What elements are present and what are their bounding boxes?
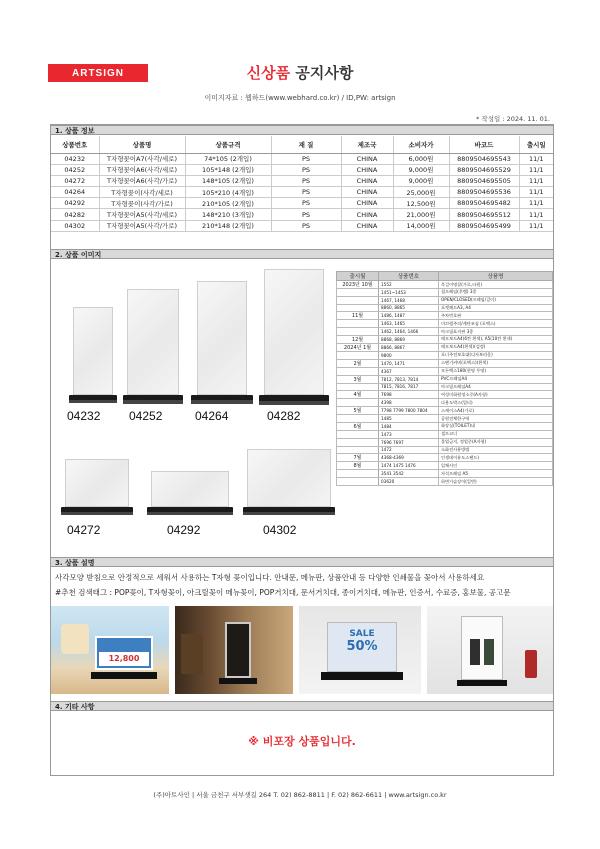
list-item <box>337 462 553 470</box>
release-month <box>337 383 379 391</box>
release-product: 여성미화원정소중(A자형) <box>439 391 553 399</box>
list-item <box>337 478 553 486</box>
release-month <box>337 289 379 297</box>
product-label: 04264 <box>195 409 229 423</box>
spec-cell: 8809504695536 <box>449 187 519 198</box>
release-month: 7월 <box>337 454 379 462</box>
list-item <box>337 328 553 336</box>
release-code: 7815, 7816, 7817 <box>379 383 439 391</box>
release-product: 목걸이명찰(가로,타원) <box>439 281 553 289</box>
release-month <box>337 446 379 454</box>
spec-cell: 11/1 <box>519 153 553 164</box>
release-product: 소화전사용방법 <box>439 446 553 454</box>
spec-cell: CHINA <box>341 153 393 164</box>
release-code: 1472 <box>379 446 439 454</box>
release-code: 4398 <box>379 399 439 407</box>
release-month: 3월 <box>337 375 379 383</box>
list-item <box>337 375 553 383</box>
release-month: 2월 <box>337 359 379 367</box>
release-product: 셀프코너 <box>439 430 553 438</box>
product-description: 사각모양 받침으로 안정적으로 세워서 사용하는 T자형 꽂이입니다. 안내문, 메뉴판, 상품안내 등 다양한 인쇄물을 꽂아서 사용하세요 <box>55 573 485 582</box>
list-item <box>337 438 553 446</box>
spec-header-cell: 재 질 <box>271 136 341 153</box>
release-code: 8860, 8865 <box>379 304 439 312</box>
release-month: 6월 <box>337 422 379 430</box>
release-code: 9800 <box>379 351 439 359</box>
table-row <box>51 153 553 164</box>
usage-photo-2 <box>175 606 293 694</box>
release-month <box>337 304 379 312</box>
release-product: 철프레임(후렘) 3종 <box>439 289 553 297</box>
spec-cell: 148*105 (2개입) <box>185 175 271 186</box>
list-item <box>337 367 553 375</box>
release-header-cell: 출시월 <box>337 272 379 281</box>
product-image-04232 <box>69 307 117 407</box>
sale-percent: 50% <box>346 639 378 654</box>
title-sub: 공지사항 <box>295 64 354 82</box>
release-history-table <box>336 271 553 486</box>
title-main: 신상품 <box>246 64 291 82</box>
release-code: 8866, 8867 <box>379 343 439 351</box>
usage-photo-1 <box>51 606 169 694</box>
spec-cell: 74*105 (2개입) <box>185 153 271 164</box>
footer-contact: (주)아트사인 | 서울 금천구 서부샛길 264 T. 02) 862-8811 | F. 02) 862-6611 | www.artsign.co.kr <box>153 791 447 799</box>
release-product: 물업금지, 정업중(A자형) <box>439 438 553 446</box>
list-item <box>337 430 553 438</box>
spec-cell: 8809504695505 <box>449 175 519 186</box>
release-month <box>337 438 379 446</box>
release-product: 다용도박스(멀티) <box>439 399 553 407</box>
release-code: 1474 1475 1476 <box>379 462 439 470</box>
spec-cell: 8809504695482 <box>449 198 519 209</box>
release-product: 자석프레임 A5 <box>439 470 553 478</box>
product-image-04282 <box>259 269 329 407</box>
release-product: 포켓패드A3, A4 <box>439 304 553 312</box>
product-label: 04252 <box>129 409 163 423</box>
release-code: 1463, 1465 <box>379 320 439 328</box>
spec-cell: CHINA <box>341 209 393 220</box>
spec-cell: CHINA <box>341 164 393 175</box>
spec-cell: 04232 <box>51 153 99 164</box>
table-row <box>51 187 553 198</box>
release-code: 03620 <box>379 478 439 486</box>
spec-cell: 11/1 <box>519 209 553 220</box>
release-product: OPEN/CLOSED(프레임/걸이) <box>439 296 553 304</box>
spec-header-cell: 소비자가 <box>393 136 449 153</box>
section3-title: 3. 상품 설명 <box>51 557 553 567</box>
release-month <box>337 320 379 328</box>
release-month <box>337 367 379 375</box>
release-product: 공원전체한구역 <box>439 415 553 423</box>
table-row <box>51 220 553 231</box>
release-product: 입체사인 <box>439 462 553 470</box>
release-code: 1470, 1471 <box>379 359 439 367</box>
release-code: 1451~1453 <box>379 289 439 297</box>
release-month <box>337 399 379 407</box>
spec-cell: 9,000원 <box>393 175 449 186</box>
release-code: 1467, 1468 <box>379 296 439 304</box>
page-title <box>0 62 600 83</box>
release-month <box>337 478 379 486</box>
spec-header-cell: 상품명 <box>99 136 185 153</box>
spec-cell: 11/1 <box>519 187 553 198</box>
spec-cell: PS <box>271 209 341 220</box>
spec-cell: T자형꽂이A6(사각/세로) <box>99 164 185 175</box>
release-month: 8월 <box>337 462 379 470</box>
release-code: 7798 7799 7800 7804 <box>379 407 439 415</box>
list-item <box>337 335 553 343</box>
spec-cell: 04302 <box>51 220 99 231</box>
product-label: 04232 <box>67 409 101 423</box>
spec-cell: 105*210 (4개입) <box>185 187 271 198</box>
list-item <box>337 281 553 289</box>
release-month: 12월 <box>337 335 379 343</box>
spec-cell: 11/1 <box>519 198 553 209</box>
release-month <box>337 296 379 304</box>
product-image-04264 <box>191 281 253 407</box>
spec-cell: CHINA <box>341 198 393 209</box>
section4-title: 4. 기타 사항 <box>51 701 553 711</box>
release-month <box>337 328 379 336</box>
usage-photo-4 <box>427 606 553 694</box>
write-date: * 작성일 : 2024. 11. 01. <box>476 115 550 123</box>
list-item <box>337 399 553 407</box>
spec-cell: 21,000원 <box>393 209 449 220</box>
release-code: 7696 7697 <box>379 438 439 446</box>
release-month <box>337 351 379 359</box>
spec-cell: 04252 <box>51 164 99 175</box>
spec-header-cell: 상품번호 <box>51 136 99 153</box>
release-code: 1552 <box>379 281 439 289</box>
section2-title: 2. 상품 이미지 <box>51 249 553 259</box>
list-item <box>337 446 553 454</box>
spec-header-cell: 바코드 <box>449 136 519 153</box>
table-row <box>51 175 553 186</box>
spec-cell: 9,000원 <box>393 164 449 175</box>
spec-cell: 04282 <box>51 209 99 220</box>
image-source: 이미지자료 : 웹하드(www.webhard.co.kr) / ID,PW: artsign <box>204 94 396 102</box>
release-product: 화장실(TOILET)네 <box>439 422 553 430</box>
list-item <box>337 359 553 367</box>
spec-cell: CHINA <box>341 220 393 231</box>
spec-cell: 148*210 (3개입) <box>185 209 271 220</box>
list-item <box>337 320 553 328</box>
spec-cell: 11/1 <box>519 164 553 175</box>
release-product: 하변가습장이(일반) <box>439 478 553 486</box>
release-month: 11월 <box>337 312 379 320</box>
spec-cell: PS <box>271 187 341 198</box>
price-card-text: 12,800 <box>99 652 149 666</box>
spec-header-cell: 제조국 <box>341 136 393 153</box>
usage-photo-3 <box>299 606 421 694</box>
table-row <box>51 198 553 209</box>
product-image-04292 <box>147 471 233 517</box>
spec-cell: 12,500원 <box>393 198 449 209</box>
release-code: 4368-4369 <box>379 454 439 462</box>
search-tags: #추천 검색태그 : POP꽂이, T자형꽂이, 아크릴꽂이 메뉴꽂이, POP거치대, 문서거치대, 종이거치대, 메뉴판, 인증서, 수료증, 홍보물, 공고문 <box>55 588 511 597</box>
spec-cell: PS <box>271 175 341 186</box>
spec-cell: T자형꽂이(사각/세로) <box>99 187 185 198</box>
table-row <box>51 209 553 220</box>
product-image-04252 <box>123 289 183 407</box>
table-row <box>51 164 553 175</box>
spec-cell: 105*148 (2개입) <box>185 164 271 175</box>
list-item <box>337 407 553 415</box>
release-product: 미끄럼주의/계단조심 (포맥스) <box>439 320 553 328</box>
release-code: 1485 <box>379 415 439 423</box>
release-code: 7812, 7813, 7814 <box>379 375 439 383</box>
spec-cell: PS <box>271 220 341 231</box>
artsign-logo: ARTSIGN <box>48 64 148 82</box>
spec-cell: 210*148 (2개입) <box>185 220 271 231</box>
spec-cell: CHINA <box>341 175 393 186</box>
release-product: 주차번호판 <box>439 312 553 320</box>
release-month <box>337 430 379 438</box>
release-product: 모든백스180(현명 투명) <box>439 367 553 375</box>
spec-cell: 04292 <box>51 198 99 209</box>
release-month: 5월 <box>337 407 379 415</box>
release-code: 1486, 1487 <box>379 312 439 320</box>
release-header-cell: 상품번호 <box>379 272 439 281</box>
release-header-cell: 상품명 <box>439 272 553 281</box>
list-item <box>337 383 553 391</box>
spec-header-cell: 상품규격 <box>185 136 271 153</box>
release-product: 아크릴프레임A4 <box>439 383 553 391</box>
release-month: 2023년 10월 <box>337 281 379 289</box>
spec-cell: T자형꽂이A5(사각/세로) <box>99 209 185 220</box>
spec-cell: CHINA <box>341 187 393 198</box>
release-product: 메모보드A4(흰색)(검정) <box>439 343 553 351</box>
section1-title: 1. 상품 정보 <box>51 125 553 135</box>
release-product: 메모보드A4(6칸 흰색), A5(10칸 흰색) <box>439 335 553 343</box>
spec-cell: 8809504695499 <box>449 220 519 231</box>
list-item <box>337 312 553 320</box>
release-product: 포너주전보호대(디자보라운) <box>439 351 553 359</box>
release-code: 1473 <box>379 430 439 438</box>
spec-cell: PS <box>271 153 341 164</box>
spec-cell: T자형꽂이A6(사각/가로) <box>99 175 185 186</box>
spec-cell: 04264 <box>51 187 99 198</box>
release-month <box>337 470 379 478</box>
list-item <box>337 304 553 312</box>
release-code: 8868, 8869 <box>379 335 439 343</box>
spec-cell: T자형꽂이A5(사각/가로) <box>99 220 185 231</box>
spec-cell: T자형꽂이(사각/가로) <box>99 198 185 209</box>
release-month <box>337 415 379 423</box>
release-product: PVC프레임A4 <box>439 375 553 383</box>
product-label: 04272 <box>67 523 101 537</box>
list-item <box>337 289 553 297</box>
spec-cell: 25,000원 <box>393 187 449 198</box>
spec-cell: T자형꽂이A7(사각/세로) <box>99 153 185 164</box>
release-product: 인생데이유도스탠드) <box>439 454 553 462</box>
product-image-04272 <box>61 459 133 517</box>
spec-cell: 14,000원 <box>393 220 449 231</box>
list-item <box>337 422 553 430</box>
product-label: 04302 <box>263 523 297 537</box>
sale-text: SALE <box>349 629 375 639</box>
release-code: 3541 3542 <box>379 470 439 478</box>
spec-cell: 8809504695529 <box>449 164 519 175</box>
list-item <box>337 391 553 399</box>
release-code: 7698 <box>379 391 439 399</box>
spec-cell: 8809504695512 <box>449 209 519 220</box>
release-month: 2024년 1월 <box>337 343 379 351</box>
release-code: 1484 <box>379 422 439 430</box>
spec-cell: PS <box>271 164 341 175</box>
spec-cell: 11/1 <box>519 220 553 231</box>
release-product: 스케이스A4(가로) <box>439 407 553 415</box>
product-info-table <box>51 136 553 232</box>
spec-header-cell: 출시일 <box>519 136 553 153</box>
release-code: 4367 <box>379 367 439 375</box>
product-label: 04282 <box>267 409 301 423</box>
spec-cell: 6,000원 <box>393 153 449 164</box>
list-item <box>337 351 553 359</box>
release-product: 스탠기커버(포맥스)(흰색) <box>439 359 553 367</box>
release-product: 아크릴표지판 3종 <box>439 328 553 336</box>
spec-cell: 210*105 (2개입) <box>185 198 271 209</box>
list-item <box>337 343 553 351</box>
list-item <box>337 296 553 304</box>
unpackaged-notice: ※ 비포장 상품입니다. <box>248 735 356 748</box>
release-code: 1462, 1464, 1466 <box>379 328 439 336</box>
product-label: 04292 <box>167 523 201 537</box>
list-item <box>337 415 553 423</box>
list-item <box>337 454 553 462</box>
release-month: 4월 <box>337 391 379 399</box>
spec-cell: 11/1 <box>519 175 553 186</box>
product-image-04302 <box>243 449 335 517</box>
spec-cell: 04272 <box>51 175 99 186</box>
notice-frame <box>50 124 554 776</box>
spec-cell: 8809504695543 <box>449 153 519 164</box>
list-item <box>337 470 553 478</box>
spec-cell: PS <box>271 198 341 209</box>
